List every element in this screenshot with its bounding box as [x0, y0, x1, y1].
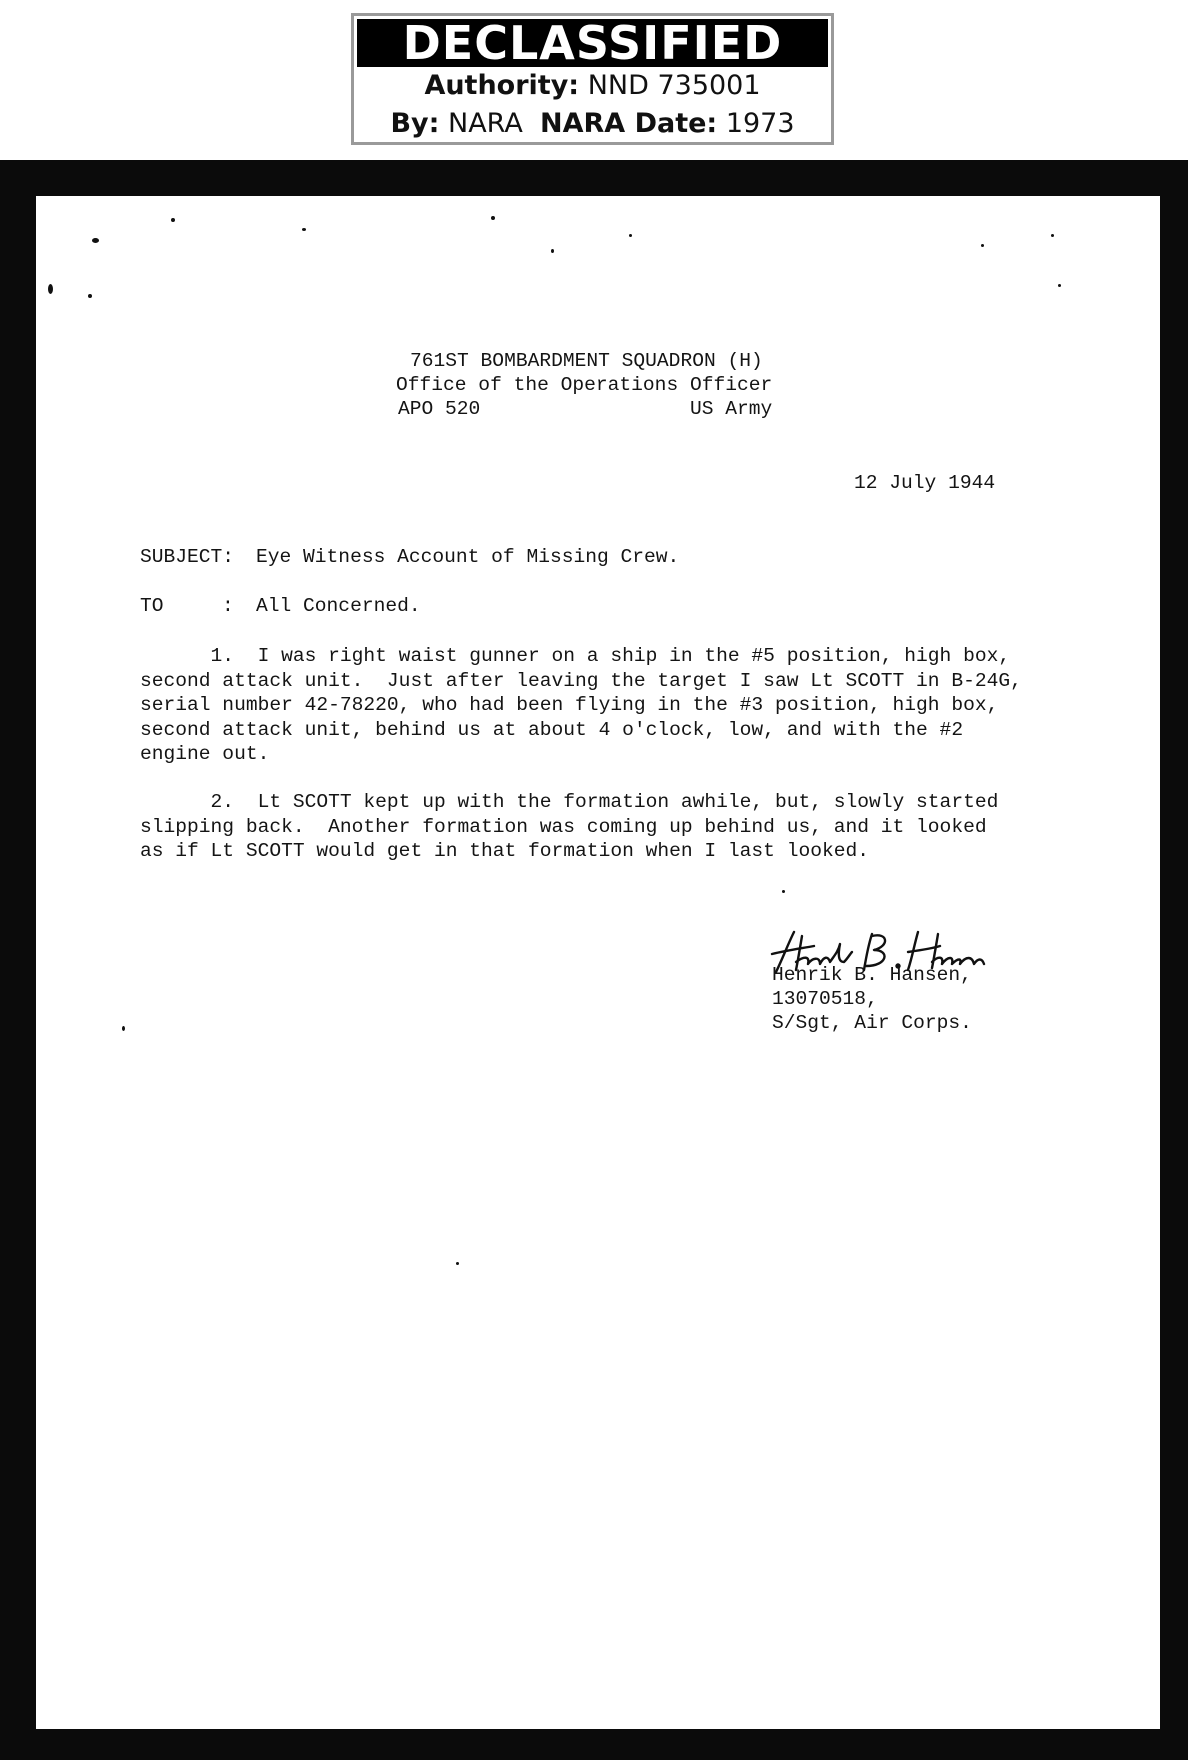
stamp-date-value: 1973 [725, 108, 795, 139]
scan-speck [456, 1262, 459, 1265]
scan-speck [122, 1026, 125, 1031]
scan-speck [629, 234, 632, 237]
stamp-authority-value: NND 735001 [587, 70, 761, 101]
to-label: TO [140, 595, 164, 617]
declassified-stamp [351, 13, 834, 145]
letterhead-office: Office of the Operations Officer [396, 374, 773, 396]
letterhead-apo: APO 520 [398, 398, 481, 420]
letterhead-army: US Army [690, 398, 773, 420]
letterhead-unit: 761ST BOMBARDMENT SQUADRON (H) [410, 350, 763, 372]
scan-speck [88, 294, 92, 298]
subject-label: SUBJECT: [140, 546, 235, 568]
to-text: All Concerned. [256, 595, 421, 617]
signatory-rank: S/Sgt, Air Corps. [772, 1012, 972, 1034]
stamp-title: DECLASSIFIED [357, 19, 828, 67]
document-date: 12 July 1944 [854, 472, 996, 494]
subject-text: Eye Witness Account of Missing Crew. [256, 546, 680, 568]
scan-speck [491, 216, 495, 220]
scan-speck [1051, 234, 1054, 237]
signatory-serial-number: 13070518, [772, 988, 878, 1010]
body-paragraph-2: 2. Lt SCOTT kept up with the formation awhile, but, slowly started slipping back. Another formation was coming up behind us, and it looked as if Lt SCOTT would get in that formation when I last looked. [140, 791, 999, 862]
stamp-date-label: NARA Date: [540, 108, 718, 139]
document-page [36, 196, 1160, 1729]
to-colon: : [222, 595, 234, 617]
stamp-authority-label: Authority: [424, 70, 580, 101]
stamp-authority-line [354, 70, 831, 101]
stamp-by-line [354, 108, 831, 139]
scan-speck [92, 238, 99, 243]
scan-speck [551, 249, 554, 253]
scan-speck [981, 244, 984, 247]
body-paragraph-1: 1. I was right waist gunner on a ship in the #5 position, high box, second attack unit. Just after leaving the target I saw Lt SCOTT in B-24G, serial number 42-78220, who had been flying in the #3 position, high box, second attack unit, behind us at about 4 o'clock, low, and with the #2 engine out. [140, 645, 1022, 765]
scan-speck [302, 228, 306, 231]
stamp-by-value: NARA [448, 108, 523, 139]
stamp-by-label: By: [390, 108, 440, 139]
scan-speck [782, 890, 785, 893]
scan-speck [1058, 284, 1061, 287]
scan-speck [48, 284, 53, 294]
signatory-name: Henrik B. Hansen, [772, 964, 972, 986]
scan-speck [171, 218, 175, 222]
